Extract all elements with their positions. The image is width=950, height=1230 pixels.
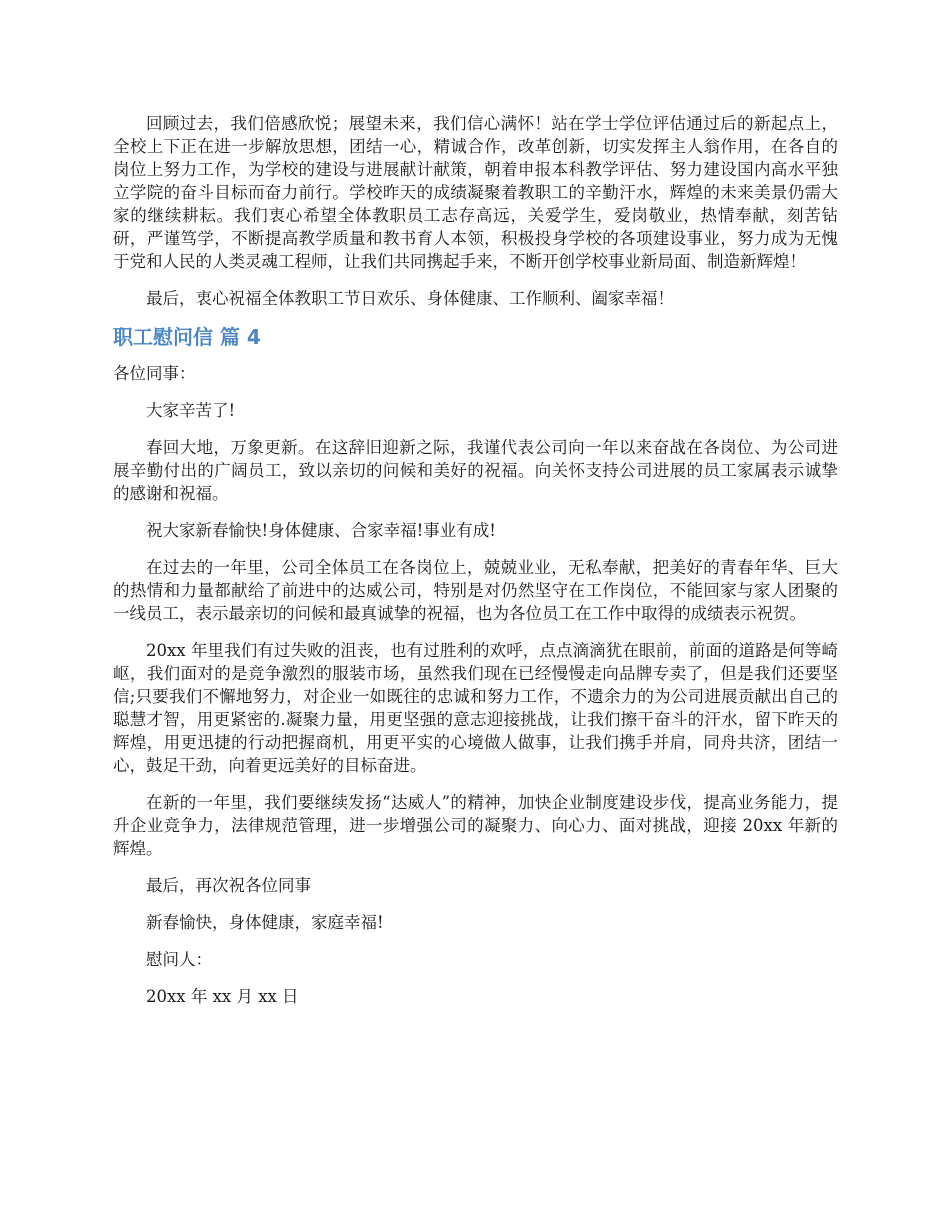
wish-paragraph: 祝大家新春愉快!身体健康、合家幸福!事业有成! — [146, 521, 496, 540]
closing-line: 最后，再次祝各位同事 — [146, 876, 311, 895]
greeting-paragraph: 大家辛苦了! — [146, 401, 236, 420]
signature-label: 慰问人： — [146, 950, 212, 969]
section-heading: 职工慰问信 篇 4 — [113, 325, 261, 349]
body-paragraph: 在新的一年里，我们要继续发扬“达威人”的精神，加快企业制度建设步伐，提高业务能力，提升企业竞争力，法律规范管理，进一步增强公司的凝聚力、向心力、面对挑战，迎接 20xx 年新的辉煌。 — [113, 793, 838, 858]
date-line: 20xx 年 xx 月 xx 日 — [146, 987, 299, 1006]
body-paragraph: 在过去的一年里，公司全体员工在各岗位上，兢兢业业，无私奉献，把美好的青春年华、巨大的热情和力量都献给了前进中的达威公司，特别是对仍然坚守在工作岗位，不能回家与家人团聚的一线员工，表示最亲切的问候和最真诚挚的祝福，也为各位员工在工作中取得的成绩表示祝贺。 — [113, 558, 838, 623]
salutation: 各位同事： — [113, 364, 196, 383]
closing-wish-paragraph: 最后，衷心祝福全体教职工节日欢乐、身体健康、工作顺利、阖家幸福！ — [146, 289, 674, 308]
body-paragraph: 20xx 年里我们有过失败的沮丧，也有过胜利的欢呼，点点滴滴犹在眼前，前面的道路是何等崎岖，我们面对的是竞争激烈的服装市场，虽然我们现在已经慢慢走向品牌专卖了，但是我们还要坚信;只要我们不懈地努力，对企业一如既往的忠诚和努力工作，不遗余力的为公司进展贡献出自己的聪慧才智，用更紧密的.凝聚力量，用更坚强的意志迎接挑战，让我们擦干奋斗的汗水，留下昨天的辉煌，用更迅捷的行动把握商机，用更平实的心境做人做事，让我们携手并肩，同舟共济，团结一心，鼓足干劲，向着更远美好的目标奋进。 — [113, 641, 838, 775]
body-paragraph: 春回大地，万象更新。在这辞旧迎新之际，我谨代表公司向一年以来奋战在各岗位、为公司进展辛勤付出的广阔员工，致以亲切的问候和美好的祝福。向关怀支持公司进展的员工家属表示诚挚的感谢和祝福。 — [113, 438, 838, 503]
body-paragraph: 回顾过去，我们倍感欣悦；展望未来，我们信心满怀！站在学士学位评估通过后的新起点上，全校上下正在进一步解放思想，团结一心，精诚合作，改革创新，切实发挥主人翁作用，在各自的岗位上努力工作，为学校的建设与进展献计献策，朝着申报本科教学评估、努力建设国内高水平独立学院的奋斗目标而奋力前行。学校昨天的成绩凝聚着教职工的辛勤汗水，辉煌的未来美景仍需大家的继续耕耘。我们衷心希望全体教职员工志存高远，关爱学生，爱岗敬业，热情奉献，刻苦钻研，严谨笃学，不断提高教学质量和教书育人本领，积极投身学校的各项建设事业，努力成为无愧于党和人民的人类灵魂工程师，让我们共同携起手来，不断开创学校事业新局面、制造新辉煌！ — [113, 114, 838, 271]
document-page — [113, 112, 838, 1022]
closing-wish-line: 新春愉快，身体健康，家庭幸福! — [146, 913, 384, 932]
